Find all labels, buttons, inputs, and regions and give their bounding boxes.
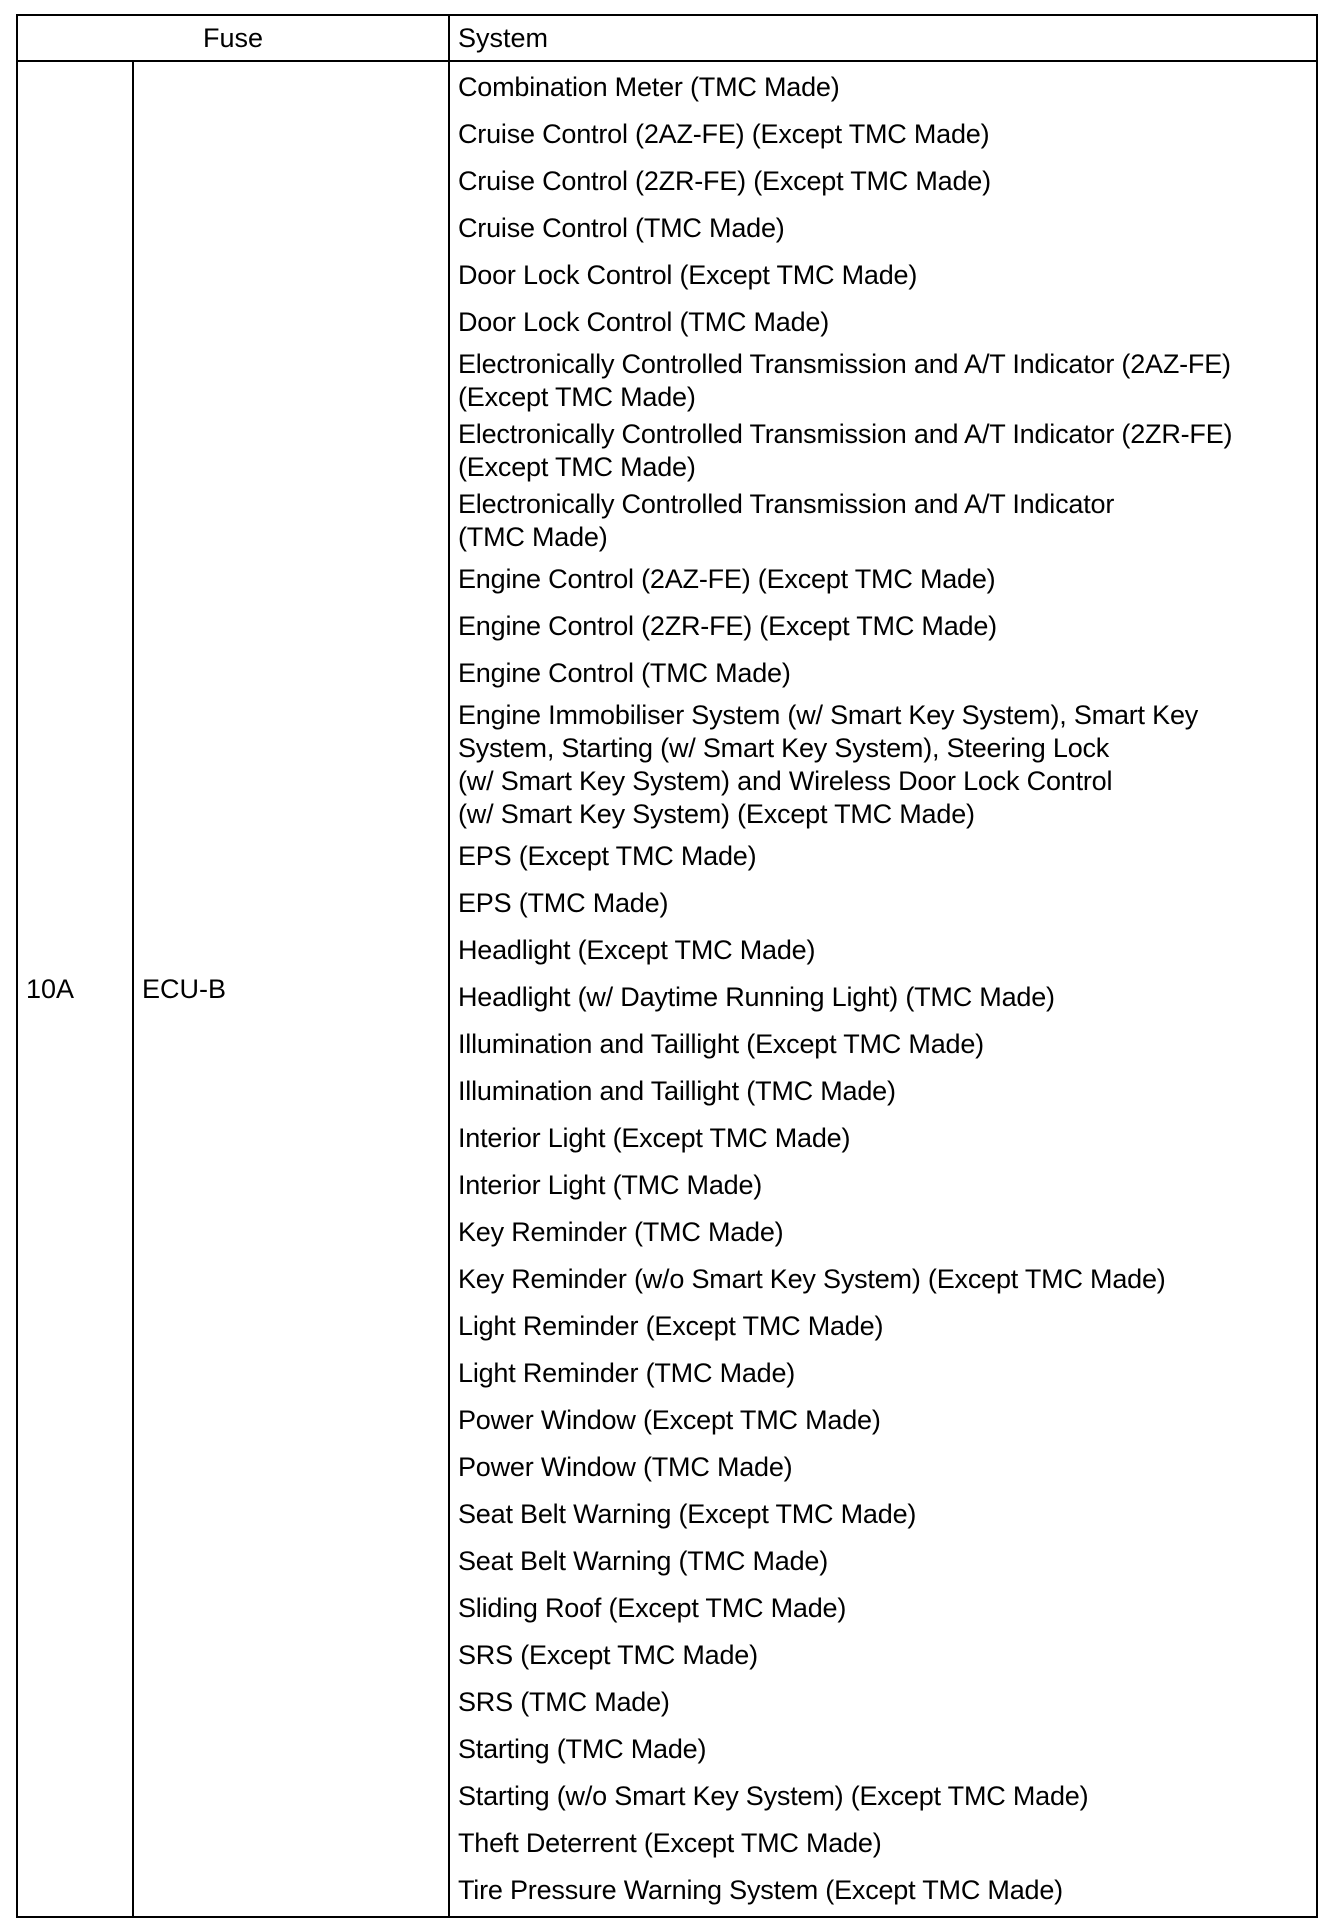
system-list [449,61,1317,1917]
system-item: Engine Immobiliser System (w/ Smart Key System), Smart Key System, Starting (w/ Smart Key System), Steering Lock (w/ Smart Key System) and Wireless Door Lock Control (w/ Smart Key System) (Except TMC Made) [458,700,1199,829]
system-column-header: System [449,15,1317,61]
system-item: EPS (TMC Made) [458,888,669,918]
system-item: Power Window (Except TMC Made) [458,1405,881,1435]
system-item: Light Reminder (TMC Made) [458,1358,796,1388]
system-item: Sliding Roof (Except TMC Made) [458,1593,847,1623]
system-item: Cruise Control (TMC Made) [458,213,785,243]
system-item: Door Lock Control (TMC Made) [458,307,830,337]
system-item: Electronically Controlled Transmission and A/T Indicator (2ZR-FE) (Except TMC Made) [458,419,1233,482]
system-item: Seat Belt Warning (TMC Made) [458,1546,829,1576]
system-item: Engine Control (TMC Made) [458,658,791,688]
system-item: Illumination and Taillight (TMC Made) [458,1076,896,1106]
system-item: Tire Pressure Warning System (Except TMC Made) [458,1875,1063,1905]
system-item: Door Lock Control (Except TMC Made) [458,260,918,290]
system-item: Seat Belt Warning (Except TMC Made) [458,1499,917,1529]
fuse-table [16,14,1318,1918]
system-item: Power Window (TMC Made) [458,1452,793,1482]
system-item: Cruise Control (2ZR-FE) (Except TMC Made) [458,166,991,196]
fuse-column-header: Fuse [17,15,449,61]
system-item: Theft Deterrent (Except TMC Made) [458,1828,882,1858]
fuse-amperage: 10A [17,61,133,1917]
system-item: Headlight (Except TMC Made) [458,935,816,965]
system-item: SRS (TMC Made) [458,1687,670,1717]
system-item: Starting (w/o Smart Key System) (Except TMC Made) [458,1781,1089,1811]
fuse-name: ECU-B [133,61,449,1917]
header-row [17,15,1317,61]
system-item: Interior Light (Except TMC Made) [458,1123,851,1153]
system-item: Headlight (w/ Daytime Running Light) (TMC Made) [458,982,1055,1012]
system-item: Engine Control (2ZR-FE) (Except TMC Made) [458,611,997,641]
system-item: Key Reminder (w/o Smart Key System) (Except TMC Made) [458,1264,1166,1294]
table-row [17,61,1317,1917]
system-item: Illumination and Taillight (Except TMC Made) [458,1029,984,1059]
system-item: Electronically Controlled Transmission and A/T Indicator (TMC Made) [458,489,1115,552]
system-item: Light Reminder (Except TMC Made) [458,1311,884,1341]
system-item: Electronically Controlled Transmission and A/T Indicator (2AZ-FE) (Except TMC Made) [458,349,1231,412]
system-item: Starting (TMC Made) [458,1734,707,1764]
system-item: Combination Meter (TMC Made) [458,72,840,102]
system-item: Engine Control (2AZ-FE) (Except TMC Made) [458,564,996,594]
system-item: EPS (Except TMC Made) [458,841,757,871]
system-item: Cruise Control (2AZ-FE) (Except TMC Made) [458,119,990,149]
system-item: Interior Light (TMC Made) [458,1170,763,1200]
system-item: SRS (Except TMC Made) [458,1640,758,1670]
system-item: Key Reminder (TMC Made) [458,1217,784,1247]
